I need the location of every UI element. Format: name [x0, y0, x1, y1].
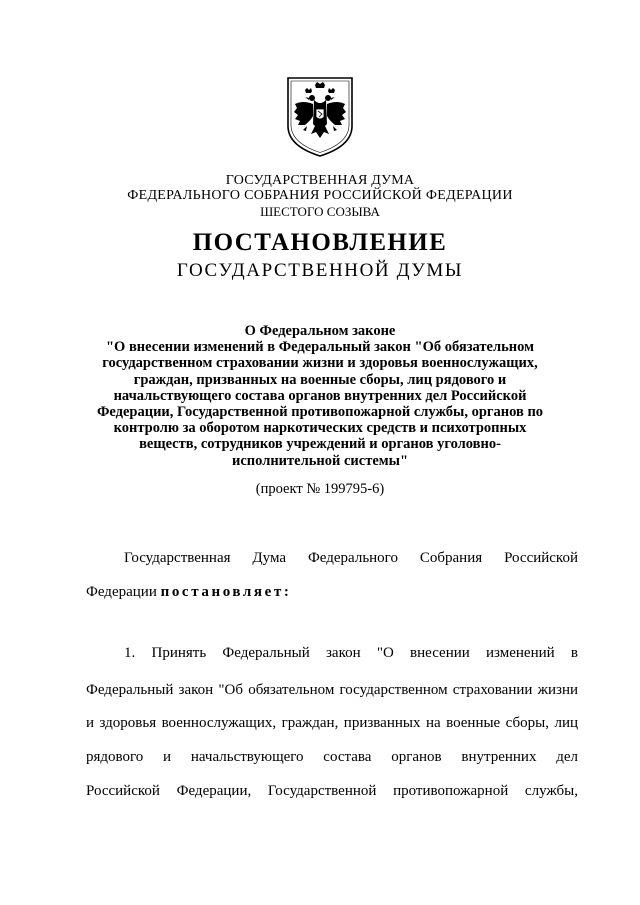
law-title-line: граждан, призванных на военные сборы, лиц рядового и — [133, 371, 507, 388]
law-title-line: О Федеральном законе — [244, 323, 396, 339]
document-title: ПОСТАНОВЛЕНИЕ — [192, 229, 448, 256]
law-title-line: начальствующего состава органов внутренних дел Российской — [113, 387, 527, 404]
org-line-3: ШЕСТОГО СОЗЫВА — [260, 204, 380, 219]
law-title-line: "О внесении изменений в Федеральный закон "Об обязательном — [105, 339, 534, 356]
item-1-line: Федеральный закон "Об обязательном государственном страховании жизни — [86, 682, 578, 698]
law-title-line: веществ, сотрудников учреждений и органов уголовно- — [139, 436, 501, 453]
law-title-line: исполнительной системы" — [231, 452, 409, 469]
org-line-1: ГОСУДАРСТВЕННАЯ ДУМА — [225, 173, 415, 188]
law-title-line: контролю за оборотом наркотических средств и психотропных — [113, 420, 527, 437]
item-1-line: рядового и начальствующего состава органов внутренних дел — [86, 749, 578, 765]
coat-of-arms-icon — [285, 76, 355, 158]
law-title-line: государственном страховании жизни и здоровья военнослужащих, — [102, 355, 538, 372]
resolves-verb: постановляет: — [160, 584, 292, 600]
document-subtitle: ГОСУДАРСТВЕННОЙ ДУМЫ — [176, 260, 464, 281]
intro-line-2 — [86, 582, 578, 602]
law-title-block — [80, 323, 560, 469]
law-title-line: Федерации, Государственной противопожарной службы, органов по — [96, 404, 544, 421]
intro-line-2-start: Федерации — [86, 584, 161, 600]
org-line-2: ФЕДЕРАЛЬНОГО СОБРАНИЯ РОССИЙСКОЙ ФЕДЕРАЦИИ — [127, 188, 513, 203]
item-1-line: 1. Принять Федеральный закон "О внесении изменений в — [124, 645, 578, 661]
project-number: (проект № 199795-6) — [255, 481, 385, 497]
item-1-line: Российской Федерации, Государственной противопожарной службы, — [86, 783, 578, 799]
intro-line-1: Государственная Дума Федерального Собрания Российской — [124, 550, 578, 566]
item-1-line: и здоровья военнослужащих, граждан, призванных на военные сборы, лиц — [86, 715, 578, 731]
